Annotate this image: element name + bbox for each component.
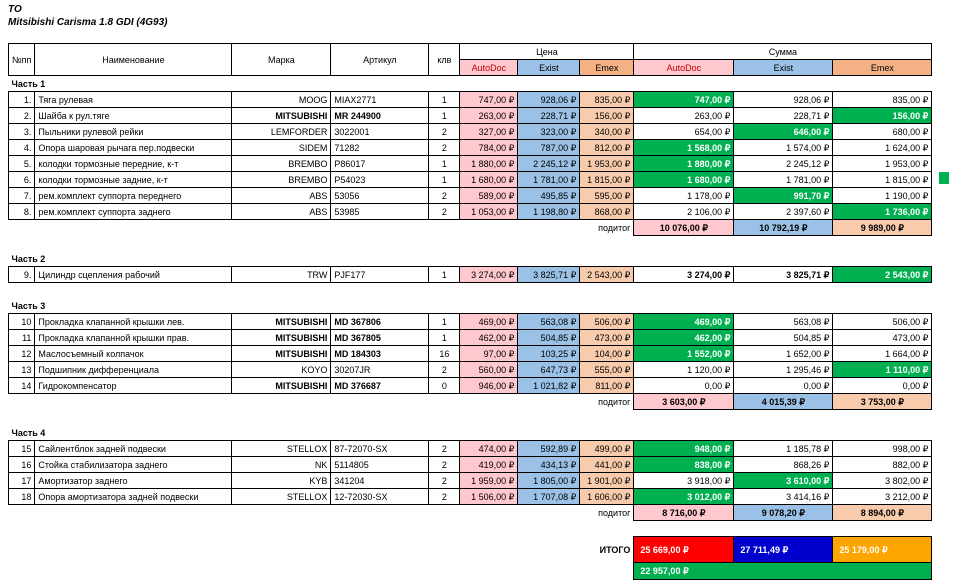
price-autodoc: 946,00 ₽ bbox=[460, 378, 518, 394]
part-article: 53985 bbox=[331, 204, 429, 220]
part-qty: 2 bbox=[429, 441, 460, 457]
part-name: рем.комплект суппорта переднего bbox=[35, 188, 232, 204]
part-article: MD 367806 bbox=[331, 314, 429, 330]
sum-autodoc: 1 178,00 ₽ bbox=[634, 188, 734, 204]
price-autodoc: 474,00 ₽ bbox=[460, 441, 518, 457]
price-emex: 1 815,00 ₽ bbox=[580, 172, 634, 188]
part-article: 3022001 bbox=[331, 124, 429, 140]
row-highlight-marker bbox=[939, 172, 949, 184]
part-article: MR 244900 bbox=[331, 108, 429, 124]
subtotal-emex: 9 989,00 ₽ bbox=[833, 220, 932, 236]
sum-emex: 1 110,00 ₽ bbox=[833, 362, 932, 378]
table-row bbox=[9, 378, 932, 394]
subtotal-label: подитог bbox=[598, 396, 631, 407]
sum-autodoc: 1 552,00 ₽ bbox=[634, 346, 734, 362]
price-autodoc: 1 053,00 ₽ bbox=[460, 204, 518, 220]
part-article: P54023 bbox=[331, 172, 429, 188]
spacer bbox=[9, 521, 932, 537]
part-qty: 2 bbox=[429, 489, 460, 505]
part-name: Амортизатор заднего bbox=[35, 473, 232, 489]
part-qty: 1 bbox=[429, 330, 460, 346]
row-number: 7. bbox=[9, 188, 35, 204]
price-autodoc: 3 274,00 ₽ bbox=[460, 267, 518, 283]
sum-exist: 3 414,16 ₽ bbox=[734, 489, 833, 505]
subtotal-autodoc: 3 603,00 ₽ bbox=[634, 394, 734, 410]
row-number: 11 bbox=[9, 330, 35, 346]
table-row bbox=[9, 92, 932, 108]
table-row bbox=[9, 124, 932, 140]
table-row bbox=[9, 489, 932, 505]
part-name: Тяга рулевая bbox=[35, 92, 232, 108]
row-number: 8. bbox=[9, 204, 35, 220]
sum-autodoc-header: AutoDoc bbox=[634, 60, 734, 76]
price-exist: 647,73 ₽ bbox=[518, 362, 580, 378]
sheet-title: ТО bbox=[8, 4, 22, 15]
sum-autodoc: 838,00 ₽ bbox=[634, 457, 734, 473]
part-article: 71282 bbox=[331, 140, 429, 156]
part-name: Опора шаровая рычага пер.подвески bbox=[35, 140, 232, 156]
part-qty: 1 bbox=[429, 156, 460, 172]
sum-emex: 1 815,00 ₽ bbox=[833, 172, 932, 188]
sum-autodoc: 3 274,00 ₽ bbox=[634, 267, 734, 283]
row-number: 16 bbox=[9, 457, 35, 473]
price-exist: 504,85 ₽ bbox=[518, 330, 580, 346]
total-emex: 25 179,00 ₽ bbox=[833, 537, 932, 563]
price-autodoc: 784,00 ₽ bbox=[460, 140, 518, 156]
sum-exist-header: Exist bbox=[734, 60, 833, 76]
section-header bbox=[9, 251, 932, 267]
price-emex: 499,00 ₽ bbox=[580, 441, 634, 457]
price-autodoc: 97,00 ₽ bbox=[460, 346, 518, 362]
sum-autodoc: 2 106,00 ₽ bbox=[634, 204, 734, 220]
sum-autodoc: 1 680,00 ₽ bbox=[634, 172, 734, 188]
price-exist: 1 021,82 ₽ bbox=[518, 378, 580, 394]
price-emex: 473,00 ₽ bbox=[580, 330, 634, 346]
part-name: Подшипник дифференциала bbox=[35, 362, 232, 378]
sum-exist: 563,08 ₽ bbox=[734, 314, 833, 330]
sum-emex: 506,00 ₽ bbox=[833, 314, 932, 330]
sum-exist: 228,71 ₽ bbox=[734, 108, 833, 124]
price-exist: 1 781,00 ₽ bbox=[518, 172, 580, 188]
price-exist: 103,25 ₽ bbox=[518, 346, 580, 362]
sum-autodoc: 1 880,00 ₽ bbox=[634, 156, 734, 172]
subtotal-exist: 4 015,39 ₽ bbox=[734, 394, 833, 410]
table-row bbox=[9, 362, 932, 378]
price-autodoc: 469,00 ₽ bbox=[460, 314, 518, 330]
price-autodoc: 327,00 ₽ bbox=[460, 124, 518, 140]
sum-autodoc: 948,00 ₽ bbox=[634, 441, 734, 457]
price-emex: 811,00 ₽ bbox=[580, 378, 634, 394]
price-emex: 441,00 ₽ bbox=[580, 457, 634, 473]
subtotal-row bbox=[9, 220, 932, 236]
subtotal-exist: 10 792,19 ₽ bbox=[734, 220, 833, 236]
total-autodoc: 25 669,00 ₽ bbox=[634, 537, 734, 563]
total-row bbox=[9, 537, 932, 563]
row-number: 15 bbox=[9, 441, 35, 457]
part-article: 87-72070-SX bbox=[331, 441, 429, 457]
subtotal-emex: 3 753,00 ₽ bbox=[833, 394, 932, 410]
part-qty: 2 bbox=[429, 140, 460, 156]
subtotal-emex: 8 894,00 ₽ bbox=[833, 505, 932, 521]
table-row bbox=[9, 314, 932, 330]
price-emex: 340,00 ₽ bbox=[580, 124, 634, 140]
price-autodoc: 1 959,00 ₽ bbox=[460, 473, 518, 489]
part-brand: NK bbox=[232, 457, 331, 473]
spacer-row bbox=[9, 410, 932, 426]
part-name: Опора амортизатора задней подвески bbox=[35, 489, 232, 505]
part-name: Сайлентблок задней подвески bbox=[35, 441, 232, 457]
part-brand: STELLOX bbox=[232, 489, 331, 505]
price-exist: 323,00 ₽ bbox=[518, 124, 580, 140]
section-header bbox=[9, 425, 932, 441]
sum-exist: 1 781,00 ₽ bbox=[734, 172, 833, 188]
table-row bbox=[9, 172, 932, 188]
row-number: 1. bbox=[9, 92, 35, 108]
sum-emex: 473,00 ₽ bbox=[833, 330, 932, 346]
sum-emex: 1 190,00 ₽ bbox=[833, 188, 932, 204]
row-number: 17 bbox=[9, 473, 35, 489]
part-brand: STELLOX bbox=[232, 441, 331, 457]
price-emex: 156,00 ₽ bbox=[580, 108, 634, 124]
row-number: 3. bbox=[9, 124, 35, 140]
price-emex: 835,00 ₽ bbox=[580, 92, 634, 108]
sum-autodoc: 3 918,00 ₽ bbox=[634, 473, 734, 489]
price-autodoc: 589,00 ₽ bbox=[460, 188, 518, 204]
table-row bbox=[9, 457, 932, 473]
sum-autodoc: 0,00 ₽ bbox=[634, 378, 734, 394]
part-name: Шайба к рул.тяге bbox=[35, 108, 232, 124]
part-qty: 2 bbox=[429, 204, 460, 220]
sum-emex: 680,00 ₽ bbox=[833, 124, 932, 140]
table-row bbox=[9, 108, 932, 124]
section-title: Часть 3 bbox=[11, 300, 46, 311]
part-brand: ABS bbox=[232, 188, 331, 204]
table-row bbox=[9, 156, 932, 172]
row-number: 14 bbox=[9, 378, 35, 394]
part-brand: TRW bbox=[232, 267, 331, 283]
sum-autodoc: 654,00 ₽ bbox=[634, 124, 734, 140]
table-row bbox=[9, 204, 932, 220]
part-qty: 2 bbox=[429, 473, 460, 489]
part-article: 30207JR bbox=[331, 362, 429, 378]
sum-emex: 0,00 ₽ bbox=[833, 378, 932, 394]
col-brand-header: Марка bbox=[232, 44, 331, 76]
price-exist: 3 825,71 ₽ bbox=[518, 267, 580, 283]
best-total-spacer bbox=[9, 563, 634, 580]
part-qty: 2 bbox=[429, 457, 460, 473]
part-qty: 2 bbox=[429, 188, 460, 204]
sum-autodoc: 462,00 ₽ bbox=[634, 330, 734, 346]
subtotal-row bbox=[9, 394, 932, 410]
price-exist: 1 198,80 ₽ bbox=[518, 204, 580, 220]
part-name: колодки тормозные задние, к-т bbox=[35, 172, 232, 188]
price-emex: 506,00 ₽ bbox=[580, 314, 634, 330]
part-name: Пыльники рулевой рейки bbox=[35, 124, 232, 140]
price-autodoc: 419,00 ₽ bbox=[460, 457, 518, 473]
price-emex: 2 543,00 ₽ bbox=[580, 267, 634, 283]
sum-autodoc: 1 120,00 ₽ bbox=[634, 362, 734, 378]
part-qty: 16 bbox=[429, 346, 460, 362]
price-autodoc: 747,00 ₽ bbox=[460, 92, 518, 108]
col-qty-header: клв bbox=[429, 44, 460, 76]
price-exist: 228,71 ₽ bbox=[518, 108, 580, 124]
comparison-table bbox=[8, 43, 932, 580]
price-autodoc: 1 880,00 ₽ bbox=[460, 156, 518, 172]
part-article: MIAX2771 bbox=[331, 92, 429, 108]
sum-autodoc: 3 012,00 ₽ bbox=[634, 489, 734, 505]
sum-emex: 998,00 ₽ bbox=[833, 441, 932, 457]
price-exist: 1 707,08 ₽ bbox=[518, 489, 580, 505]
sum-emex-header: Emex bbox=[833, 60, 932, 76]
sum-exist: 2 397,60 ₽ bbox=[734, 204, 833, 220]
spacer-row bbox=[9, 236, 932, 252]
sum-emex: 3 802,00 ₽ bbox=[833, 473, 932, 489]
part-brand: BREMBO bbox=[232, 156, 331, 172]
sum-emex: 882,00 ₽ bbox=[833, 457, 932, 473]
price-exist: 592,89 ₽ bbox=[518, 441, 580, 457]
price-exist: 563,08 ₽ bbox=[518, 314, 580, 330]
spacer bbox=[9, 236, 932, 252]
subtotal-label: подитог bbox=[598, 222, 631, 233]
table-row bbox=[9, 188, 932, 204]
table-row bbox=[9, 267, 932, 283]
part-qty: 1 bbox=[429, 92, 460, 108]
price-emex: 104,00 ₽ bbox=[580, 346, 634, 362]
price-emex: 812,00 ₽ bbox=[580, 140, 634, 156]
price-emex-header: Emex bbox=[580, 60, 634, 76]
part-name: Стойка стабилизатора заднего bbox=[35, 457, 232, 473]
subtotal-exist: 9 078,20 ₽ bbox=[734, 505, 833, 521]
price-emex: 1 606,00 ₽ bbox=[580, 489, 634, 505]
part-article: PJF177 bbox=[331, 267, 429, 283]
part-brand: MITSUBISHI bbox=[232, 346, 331, 362]
section-title: Часть 1 bbox=[11, 78, 46, 89]
section-header bbox=[9, 76, 932, 92]
price-exist: 434,13 ₽ bbox=[518, 457, 580, 473]
price-exist: 787,00 ₽ bbox=[518, 140, 580, 156]
sum-emex: 1 953,00 ₽ bbox=[833, 156, 932, 172]
sum-exist: 3 610,00 ₽ bbox=[734, 473, 833, 489]
spacer bbox=[9, 283, 932, 299]
sum-autodoc: 1 568,00 ₽ bbox=[634, 140, 734, 156]
part-qty: 1 bbox=[429, 108, 460, 124]
row-number: 9. bbox=[9, 267, 35, 283]
section-title: Часть 2 bbox=[11, 253, 46, 264]
col-name-header: Наименование bbox=[35, 44, 232, 76]
price-emex: 555,00 ₽ bbox=[580, 362, 634, 378]
table-row bbox=[9, 346, 932, 362]
price-emex: 868,00 ₽ bbox=[580, 204, 634, 220]
part-article: 341204 bbox=[331, 473, 429, 489]
price-exist: 2 245,12 ₽ bbox=[518, 156, 580, 172]
best-total: 22 957,00 ₽ bbox=[634, 563, 932, 580]
part-article: P86017 bbox=[331, 156, 429, 172]
subtotal-label: подитог bbox=[598, 507, 631, 518]
sum-group-header: Сумма bbox=[634, 44, 932, 60]
sum-exist: 1 295,46 ₽ bbox=[734, 362, 833, 378]
part-qty: 1 bbox=[429, 172, 460, 188]
sum-exist: 1 652,00 ₽ bbox=[734, 346, 833, 362]
sum-autodoc: 747,00 ₽ bbox=[634, 92, 734, 108]
sum-emex: 1 736,00 ₽ bbox=[833, 204, 932, 220]
total-exist: 27 711,49 ₽ bbox=[734, 537, 833, 563]
price-emex: 1 901,00 ₽ bbox=[580, 473, 634, 489]
price-autodoc: 1 506,00 ₽ bbox=[460, 489, 518, 505]
total-label: ИТОГО bbox=[599, 544, 631, 555]
spacer-row bbox=[9, 283, 932, 299]
part-name: Маслосъемный колпачок bbox=[35, 346, 232, 362]
part-article: 53056 bbox=[331, 188, 429, 204]
sum-emex: 835,00 ₽ bbox=[833, 92, 932, 108]
price-exist: 928,06 ₽ bbox=[518, 92, 580, 108]
part-brand: MITSUBISHI bbox=[232, 330, 331, 346]
row-number: 12 bbox=[9, 346, 35, 362]
price-group-header: Цена bbox=[460, 44, 634, 60]
part-qty: 1 bbox=[429, 267, 460, 283]
part-article: MD 367805 bbox=[331, 330, 429, 346]
part-article: 12-72030-SX bbox=[331, 489, 429, 505]
row-number: 4. bbox=[9, 140, 35, 156]
part-brand: MITSUBISHI bbox=[232, 108, 331, 124]
section-header bbox=[9, 298, 932, 314]
car-model: Mitsibishi Carisma 1.8 GDI (4G93) bbox=[8, 17, 168, 28]
part-article: MD 376687 bbox=[331, 378, 429, 394]
best-total-row bbox=[9, 563, 932, 580]
table-row bbox=[9, 473, 932, 489]
table-row bbox=[9, 441, 932, 457]
part-brand: SIDEM bbox=[232, 140, 331, 156]
spacer bbox=[9, 410, 932, 426]
sum-autodoc: 469,00 ₽ bbox=[634, 314, 734, 330]
sum-emex: 1 624,00 ₽ bbox=[833, 140, 932, 156]
part-name: Цилиндр сцепления рабочий bbox=[35, 267, 232, 283]
price-emex: 1 953,00 ₽ bbox=[580, 156, 634, 172]
spacer-row bbox=[9, 521, 932, 537]
subtotal-autodoc: 10 076,00 ₽ bbox=[634, 220, 734, 236]
table-row bbox=[9, 140, 932, 156]
part-brand: BREMBO bbox=[232, 172, 331, 188]
price-autodoc: 1 680,00 ₽ bbox=[460, 172, 518, 188]
part-qty: 2 bbox=[429, 124, 460, 140]
part-brand: KOYO bbox=[232, 362, 331, 378]
sum-exist: 0,00 ₽ bbox=[734, 378, 833, 394]
row-number: 6. bbox=[9, 172, 35, 188]
row-number: 5. bbox=[9, 156, 35, 172]
subtotal-autodoc: 8 716,00 ₽ bbox=[634, 505, 734, 521]
price-exist: 1 805,00 ₽ bbox=[518, 473, 580, 489]
price-autodoc: 263,00 ₽ bbox=[460, 108, 518, 124]
part-name: Прокладка клапанной крышки лев. bbox=[35, 314, 232, 330]
table-row bbox=[9, 330, 932, 346]
subtotal-row bbox=[9, 505, 932, 521]
sum-autodoc: 263,00 ₽ bbox=[634, 108, 734, 124]
part-qty: 1 bbox=[429, 314, 460, 330]
sum-exist: 2 245,12 ₽ bbox=[734, 156, 833, 172]
part-article: MD 184303 bbox=[331, 346, 429, 362]
price-autodoc: 560,00 ₽ bbox=[460, 362, 518, 378]
sum-exist: 504,85 ₽ bbox=[734, 330, 833, 346]
row-number: 13 bbox=[9, 362, 35, 378]
sum-exist: 991,70 ₽ bbox=[734, 188, 833, 204]
col-article-header: Артикул bbox=[331, 44, 429, 76]
section-title: Часть 4 bbox=[11, 427, 46, 438]
sum-emex: 1 664,00 ₽ bbox=[833, 346, 932, 362]
part-brand: KYB bbox=[232, 473, 331, 489]
row-number: 10 bbox=[9, 314, 35, 330]
sum-exist: 1 185,78 ₽ bbox=[734, 441, 833, 457]
sum-exist: 1 574,00 ₽ bbox=[734, 140, 833, 156]
row-number: 18 bbox=[9, 489, 35, 505]
part-brand: MOOG bbox=[232, 92, 331, 108]
price-exist-header: Exist bbox=[518, 60, 580, 76]
price-autodoc-header: AutoDoc bbox=[460, 60, 518, 76]
sum-exist: 3 825,71 ₽ bbox=[734, 267, 833, 283]
sum-exist: 868,26 ₽ bbox=[734, 457, 833, 473]
part-name: колодки тормозные передние, к-т bbox=[35, 156, 232, 172]
part-qty: 0 bbox=[429, 378, 460, 394]
part-name: рем.комплект суппорта заднего bbox=[35, 204, 232, 220]
part-brand: ABS bbox=[232, 204, 331, 220]
col-num-header: №пп bbox=[9, 44, 35, 76]
price-emex: 595,00 ₽ bbox=[580, 188, 634, 204]
sum-exist: 646,00 ₽ bbox=[734, 124, 833, 140]
sum-emex: 156,00 ₽ bbox=[833, 108, 932, 124]
sum-emex: 2 543,00 ₽ bbox=[833, 267, 932, 283]
price-autodoc: 462,00 ₽ bbox=[460, 330, 518, 346]
row-number: 2. bbox=[9, 108, 35, 124]
part-brand: LEMFORDER bbox=[232, 124, 331, 140]
sum-emex: 3 212,00 ₽ bbox=[833, 489, 932, 505]
part-article: 5114805 bbox=[331, 457, 429, 473]
part-brand: MITSUBISHI bbox=[232, 378, 331, 394]
part-name: Прокладка клапанной крышки прав. bbox=[35, 330, 232, 346]
part-qty: 2 bbox=[429, 362, 460, 378]
sum-exist: 928,06 ₽ bbox=[734, 92, 833, 108]
part-brand: MITSUBISHI bbox=[232, 314, 331, 330]
part-name: Гидрокомпенсатор bbox=[35, 378, 232, 394]
price-exist: 495,85 ₽ bbox=[518, 188, 580, 204]
